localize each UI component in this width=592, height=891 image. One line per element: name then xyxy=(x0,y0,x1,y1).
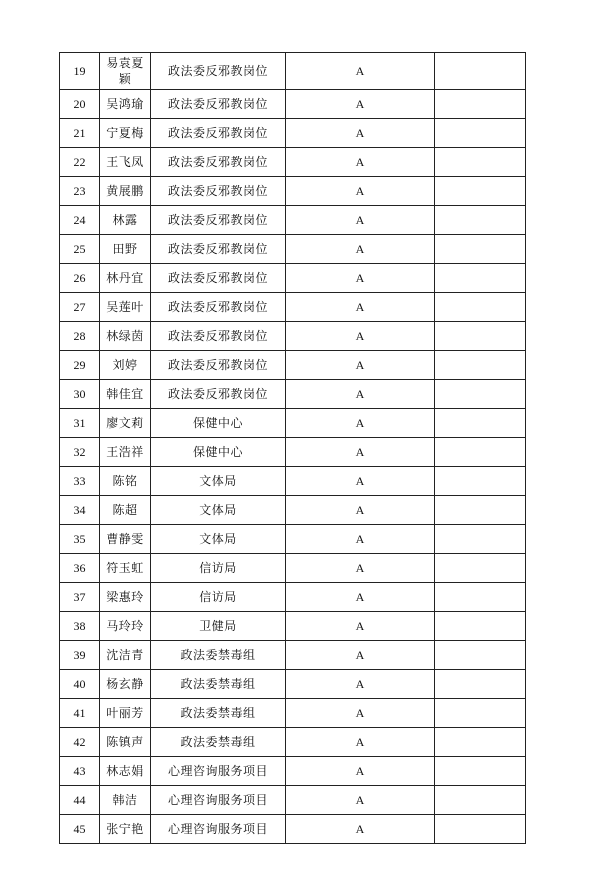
person-name: 林绿茵 xyxy=(106,329,144,343)
person-name: 王飞凤 xyxy=(106,155,144,169)
row-number-cell: 24 xyxy=(60,206,100,235)
post-cell: 政法委反邪教岗位 xyxy=(151,380,286,409)
person-name-cell xyxy=(100,525,151,554)
grade-cell: A xyxy=(286,148,435,177)
person-name-cell xyxy=(100,641,151,670)
person-name: 林丹宜 xyxy=(106,271,144,285)
table-row xyxy=(60,815,526,844)
post-cell: 政法委反邪教岗位 xyxy=(151,90,286,119)
person-name-cell xyxy=(100,206,151,235)
grade-cell: A xyxy=(286,177,435,206)
row-number-cell: 30 xyxy=(60,380,100,409)
person-name: 杨玄静 xyxy=(106,677,144,691)
table-row xyxy=(60,438,526,467)
person-name: 陈铭 xyxy=(112,474,138,488)
table-row xyxy=(60,670,526,699)
table-row xyxy=(60,264,526,293)
note-cell xyxy=(435,293,526,322)
post-cell: 政法委反邪教岗位 xyxy=(151,119,286,148)
table-row xyxy=(60,90,526,119)
note-cell xyxy=(435,148,526,177)
post-cell: 政法委反邪教岗位 xyxy=(151,264,286,293)
post-cell: 政法委反邪教岗位 xyxy=(151,206,286,235)
post-cell: 保健中心 xyxy=(151,438,286,467)
note-cell xyxy=(435,322,526,351)
note-cell xyxy=(435,467,526,496)
person-name-cell xyxy=(100,148,151,177)
grade-cell: A xyxy=(286,583,435,612)
table-row xyxy=(60,293,526,322)
person-name-cell xyxy=(100,438,151,467)
grade-cell: A xyxy=(286,351,435,380)
row-number-cell: 37 xyxy=(60,583,100,612)
note-cell xyxy=(435,264,526,293)
person-name: 韩洁 xyxy=(112,793,138,807)
note-cell xyxy=(435,206,526,235)
note-cell xyxy=(435,815,526,844)
post-cell: 政法委禁毒组 xyxy=(151,728,286,757)
row-number-cell: 32 xyxy=(60,438,100,467)
note-cell xyxy=(435,90,526,119)
person-name: 曹静雯 xyxy=(106,532,144,546)
post-cell: 文体局 xyxy=(151,496,286,525)
post-cell: 保健中心 xyxy=(151,409,286,438)
person-name-cell xyxy=(100,119,151,148)
note-cell xyxy=(435,699,526,728)
person-name: 宁夏梅 xyxy=(106,126,144,140)
row-number-cell: 41 xyxy=(60,699,100,728)
person-name: 廖文莉 xyxy=(106,416,144,430)
table-row xyxy=(60,612,526,641)
table-row xyxy=(60,757,526,786)
person-name-cell xyxy=(100,670,151,699)
row-number-cell: 29 xyxy=(60,351,100,380)
grade-cell: A xyxy=(286,525,435,554)
person-name: 刘婷 xyxy=(112,358,138,372)
note-cell xyxy=(435,177,526,206)
person-name: 易袁夏颖 xyxy=(106,56,144,86)
grade-cell: A xyxy=(286,90,435,119)
table-row xyxy=(60,206,526,235)
person-name-cell xyxy=(100,699,151,728)
person-name: 张宁艳 xyxy=(106,822,144,836)
grade-cell: A xyxy=(286,206,435,235)
grade-cell: A xyxy=(286,496,435,525)
post-cell: 政法委反邪教岗位 xyxy=(151,235,286,264)
table-row xyxy=(60,380,526,409)
note-cell xyxy=(435,53,526,90)
note-cell xyxy=(435,351,526,380)
person-name: 陈镇声 xyxy=(106,735,144,749)
person-name: 马玲玲 xyxy=(106,619,144,633)
row-number-cell: 21 xyxy=(60,119,100,148)
table-row xyxy=(60,554,526,583)
person-name-cell xyxy=(100,293,151,322)
grade-cell: A xyxy=(286,438,435,467)
note-cell xyxy=(435,525,526,554)
grade-cell: A xyxy=(286,322,435,351)
post-cell: 文体局 xyxy=(151,525,286,554)
row-number-cell: 20 xyxy=(60,90,100,119)
note-cell xyxy=(435,612,526,641)
row-number-cell: 43 xyxy=(60,757,100,786)
row-number-cell: 44 xyxy=(60,786,100,815)
row-number-cell: 42 xyxy=(60,728,100,757)
post-cell: 政法委反邪教岗位 xyxy=(151,322,286,351)
person-name: 梁惠玲 xyxy=(106,590,144,604)
post-cell: 信访局 xyxy=(151,583,286,612)
person-name-cell xyxy=(100,90,151,119)
person-name: 田野 xyxy=(112,242,138,256)
note-cell xyxy=(435,728,526,757)
person-name: 吴莲叶 xyxy=(106,300,144,314)
person-name: 王浩祥 xyxy=(106,445,144,459)
note-cell xyxy=(435,641,526,670)
grade-cell: A xyxy=(286,612,435,641)
table-row xyxy=(60,699,526,728)
person-name: 陈超 xyxy=(112,503,138,517)
person-name: 符玉虹 xyxy=(106,561,144,575)
grade-cell: A xyxy=(286,293,435,322)
row-number-cell: 28 xyxy=(60,322,100,351)
row-number-cell: 34 xyxy=(60,496,100,525)
post-cell: 政法委禁毒组 xyxy=(151,670,286,699)
roster-table xyxy=(59,52,526,844)
post-cell: 心理咨询服务项目 xyxy=(151,786,286,815)
roster-table-body xyxy=(60,53,526,844)
note-cell xyxy=(435,786,526,815)
grade-cell: A xyxy=(286,380,435,409)
table-row xyxy=(60,322,526,351)
row-number-cell: 35 xyxy=(60,525,100,554)
post-cell: 政法委反邪教岗位 xyxy=(151,148,286,177)
person-name-cell xyxy=(100,786,151,815)
post-cell: 卫健局 xyxy=(151,612,286,641)
post-cell: 政法委禁毒组 xyxy=(151,699,286,728)
note-cell xyxy=(435,119,526,148)
person-name-cell xyxy=(100,583,151,612)
person-name-cell xyxy=(100,467,151,496)
note-cell xyxy=(435,380,526,409)
grade-cell: A xyxy=(286,409,435,438)
person-name-cell xyxy=(100,496,151,525)
person-name-cell xyxy=(100,815,151,844)
person-name-cell xyxy=(100,757,151,786)
grade-cell: A xyxy=(286,554,435,583)
note-cell xyxy=(435,235,526,264)
table-row xyxy=(60,351,526,380)
grade-cell: A xyxy=(286,264,435,293)
grade-cell: A xyxy=(286,786,435,815)
note-cell xyxy=(435,554,526,583)
row-number-cell: 40 xyxy=(60,670,100,699)
note-cell xyxy=(435,670,526,699)
person-name-cell xyxy=(100,351,151,380)
row-number-cell: 25 xyxy=(60,235,100,264)
post-cell: 政法委禁毒组 xyxy=(151,641,286,670)
grade-cell: A xyxy=(286,53,435,90)
row-number-cell: 45 xyxy=(60,815,100,844)
table-row xyxy=(60,641,526,670)
grade-cell: A xyxy=(286,641,435,670)
person-name: 韩佳宜 xyxy=(106,387,144,401)
table-row xyxy=(60,496,526,525)
person-name-cell xyxy=(100,53,151,90)
person-name-cell xyxy=(100,177,151,206)
row-number-cell: 26 xyxy=(60,264,100,293)
row-number-cell: 39 xyxy=(60,641,100,670)
note-cell xyxy=(435,409,526,438)
table-row xyxy=(60,467,526,496)
person-name-cell xyxy=(100,409,151,438)
row-number-cell: 38 xyxy=(60,612,100,641)
row-number-cell: 22 xyxy=(60,148,100,177)
grade-cell: A xyxy=(286,235,435,264)
person-name-cell xyxy=(100,380,151,409)
post-cell: 政法委反邪教岗位 xyxy=(151,177,286,206)
post-cell: 心理咨询服务项目 xyxy=(151,757,286,786)
person-name: 林志娟 xyxy=(106,764,144,778)
person-name: 林露 xyxy=(112,213,138,227)
note-cell xyxy=(435,583,526,612)
person-name-cell xyxy=(100,264,151,293)
person-name-cell xyxy=(100,554,151,583)
person-name: 吴鸿瑜 xyxy=(106,97,144,111)
person-name-cell xyxy=(100,322,151,351)
table-row xyxy=(60,728,526,757)
table-row xyxy=(60,409,526,438)
person-name: 叶丽芳 xyxy=(106,706,144,720)
post-cell: 信访局 xyxy=(151,554,286,583)
grade-cell: A xyxy=(286,757,435,786)
post-cell: 政法委反邪教岗位 xyxy=(151,351,286,380)
grade-cell: A xyxy=(286,728,435,757)
row-number-cell: 23 xyxy=(60,177,100,206)
note-cell xyxy=(435,496,526,525)
grade-cell: A xyxy=(286,699,435,728)
post-cell: 政法委反邪教岗位 xyxy=(151,53,286,90)
table-row xyxy=(60,235,526,264)
post-cell: 文体局 xyxy=(151,467,286,496)
grade-cell: A xyxy=(286,670,435,699)
row-number-cell: 31 xyxy=(60,409,100,438)
note-cell xyxy=(435,438,526,467)
table-row xyxy=(60,786,526,815)
person-name: 沈洁青 xyxy=(106,648,144,662)
table-row xyxy=(60,119,526,148)
table-row xyxy=(60,53,526,90)
table-row xyxy=(60,148,526,177)
row-number-cell: 33 xyxy=(60,467,100,496)
post-cell: 政法委反邪教岗位 xyxy=(151,293,286,322)
person-name-cell xyxy=(100,235,151,264)
post-cell: 心理咨询服务项目 xyxy=(151,815,286,844)
grade-cell: A xyxy=(286,119,435,148)
grade-cell: A xyxy=(286,467,435,496)
table-row xyxy=(60,177,526,206)
row-number-cell: 27 xyxy=(60,293,100,322)
person-name: 黄展鹏 xyxy=(106,184,144,198)
table-row xyxy=(60,583,526,612)
grade-cell: A xyxy=(286,815,435,844)
row-number-cell: 36 xyxy=(60,554,100,583)
person-name-cell xyxy=(100,728,151,757)
person-name-cell xyxy=(100,612,151,641)
table-row xyxy=(60,525,526,554)
note-cell xyxy=(435,757,526,786)
row-number-cell: 19 xyxy=(60,53,100,90)
